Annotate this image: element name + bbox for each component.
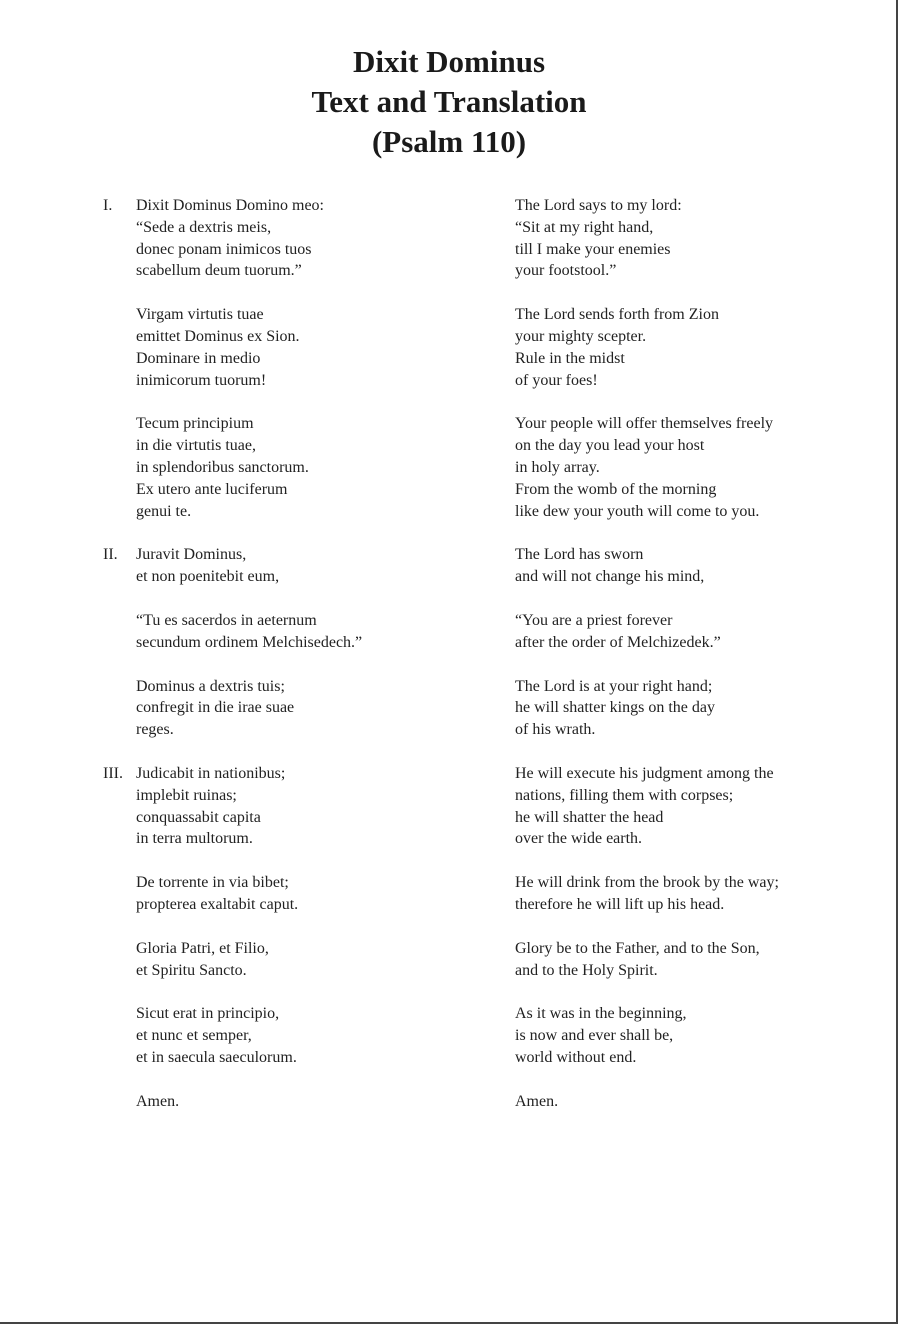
english-line: He will execute his judgment among the — [515, 764, 774, 782]
stanza — [0, 304, 898, 391]
latin-line: conquassabit capita — [136, 808, 261, 826]
stanza — [0, 1091, 898, 1113]
stanza — [0, 676, 898, 741]
title-line-2: Text and Translation — [311, 84, 587, 119]
page-title — [0, 42, 898, 162]
english-line: is now and ever shall be, — [515, 1027, 674, 1045]
english-line: on the day you lead your host — [515, 437, 705, 455]
latin-line: emittet Dominus ex Sion. — [136, 327, 300, 345]
latin-line: genui te. — [136, 502, 192, 520]
stanza — [0, 195, 898, 282]
english-line: The Lord has sworn — [515, 546, 644, 564]
latin-line: Juravit Dominus, — [136, 546, 247, 564]
english-translation — [515, 1091, 855, 1113]
latin-line: implebit ruinas; — [136, 786, 237, 804]
stanza-list — [0, 195, 898, 1135]
latin-line: Dominus a dextris tuis; — [136, 677, 285, 695]
latin-text — [136, 195, 496, 282]
section-numeral: II. — [103, 546, 118, 564]
english-line: world without end. — [515, 1048, 637, 1066]
english-translation — [515, 763, 855, 850]
latin-line: “Sede a dextris meis, — [136, 218, 272, 236]
latin-text — [136, 676, 496, 741]
stanza — [0, 544, 898, 588]
latin-line: Judicabit in nationibus; — [136, 764, 286, 782]
english-line: of his wrath. — [515, 721, 596, 739]
english-line: over the wide earth. — [515, 830, 643, 848]
latin-line: reges. — [136, 721, 174, 739]
english-line: after the order of Melchizedek.” — [515, 633, 721, 651]
english-line: Amen. — [515, 1092, 559, 1110]
english-line: in holy array. — [515, 458, 600, 476]
english-translation — [515, 872, 855, 916]
english-line: “You are a priest forever — [515, 611, 673, 629]
latin-line: in terra multorum. — [136, 830, 253, 848]
english-translation — [515, 610, 855, 654]
latin-line: propterea exaltabit caput. — [136, 895, 299, 913]
english-line: Your people will offer themselves freely — [515, 415, 774, 433]
english-translation — [515, 676, 855, 741]
latin-line: “Tu es sacerdos in aeternum — [136, 611, 317, 629]
latin-text — [136, 544, 496, 588]
latin-line: in splendoribus sanctorum. — [136, 458, 309, 476]
latin-text — [136, 1003, 496, 1068]
stanza — [0, 763, 898, 850]
stanza — [0, 872, 898, 916]
latin-line: secundum ordinem Melchisedech.” — [136, 633, 363, 651]
english-line: “Sit at my right hand, — [515, 218, 654, 236]
latin-line: et Spiritu Sancto. — [136, 961, 247, 979]
english-line: As it was in the beginning, — [515, 1005, 687, 1023]
section-numeral: I. — [103, 197, 113, 214]
latin-line: et nunc et semper, — [136, 1027, 252, 1045]
title-line-3: (Psalm 110) — [371, 124, 527, 159]
latin-line: Gloria Patri, et Filio, — [136, 939, 269, 957]
english-translation — [515, 544, 855, 588]
english-line: Rule in the midst — [515, 349, 625, 367]
english-line: The Lord sends forth from Zion — [515, 306, 719, 324]
english-line: and will not change his mind, — [515, 568, 705, 586]
latin-line: scabellum deum tuorum.” — [136, 262, 302, 280]
english-line: The Lord says to my lord: — [515, 197, 682, 214]
latin-line: Dominare in medio — [136, 349, 261, 367]
english-line: he will shatter kings on the day — [515, 699, 715, 717]
title-line-1: Dixit Dominus — [352, 44, 546, 79]
english-line: your mighty scepter. — [515, 327, 647, 345]
english-line: of your foes! — [515, 371, 598, 389]
latin-line: et non poenitebit eum, — [136, 568, 280, 586]
latin-line: Ex utero ante luciferum — [136, 480, 288, 498]
english-translation — [515, 304, 855, 391]
section-numeral: III. — [103, 764, 123, 782]
english-line: your footstool.” — [515, 262, 617, 280]
stanza — [0, 938, 898, 982]
english-line: and to the Holy Spirit. — [515, 961, 658, 979]
latin-line: confregit in die irae suae — [136, 699, 295, 717]
latin-line: De torrente in via bibet; — [136, 874, 289, 892]
latin-line: inimicorum tuorum! — [136, 371, 267, 389]
english-line: he will shatter the head — [515, 808, 664, 826]
english-line: From the womb of the morning — [515, 480, 717, 498]
latin-line: Dixit Dominus Domino meo: — [136, 197, 324, 214]
latin-line: Amen. — [136, 1092, 180, 1110]
latin-line: in die virtutis tuae, — [136, 437, 256, 455]
latin-text — [136, 1091, 496, 1113]
english-line: He will drink from the brook by the way; — [515, 874, 779, 892]
latin-line: Tecum principium — [136, 415, 254, 433]
latin-text — [136, 610, 496, 654]
latin-text — [136, 938, 496, 982]
english-translation — [515, 413, 855, 522]
latin-line: donec ponam inimicos tuos — [136, 240, 312, 258]
stanza — [0, 610, 898, 654]
english-line: till I make your enemies — [515, 240, 671, 258]
stanza — [0, 1003, 898, 1068]
english-line: Glory be to the Father, and to the Son, — [515, 939, 760, 957]
latin-line: Sicut erat in principio, — [136, 1005, 280, 1023]
latin-text — [136, 763, 496, 850]
latin-text — [136, 872, 496, 916]
latin-line: Virgam virtutis tuae — [136, 306, 264, 324]
english-translation — [515, 1003, 855, 1068]
english-line: The Lord is at your right hand; — [515, 677, 713, 695]
latin-text — [136, 413, 496, 522]
latin-text — [136, 304, 496, 391]
stanza — [0, 413, 898, 522]
english-translation — [515, 938, 855, 982]
english-line: therefore he will lift up his head. — [515, 895, 725, 913]
english-translation — [515, 195, 855, 282]
english-line: nations, filling them with corpses; — [515, 786, 734, 804]
english-line: like dew your youth will come to you. — [515, 502, 760, 520]
latin-line: et in saecula saeculorum. — [136, 1048, 297, 1066]
